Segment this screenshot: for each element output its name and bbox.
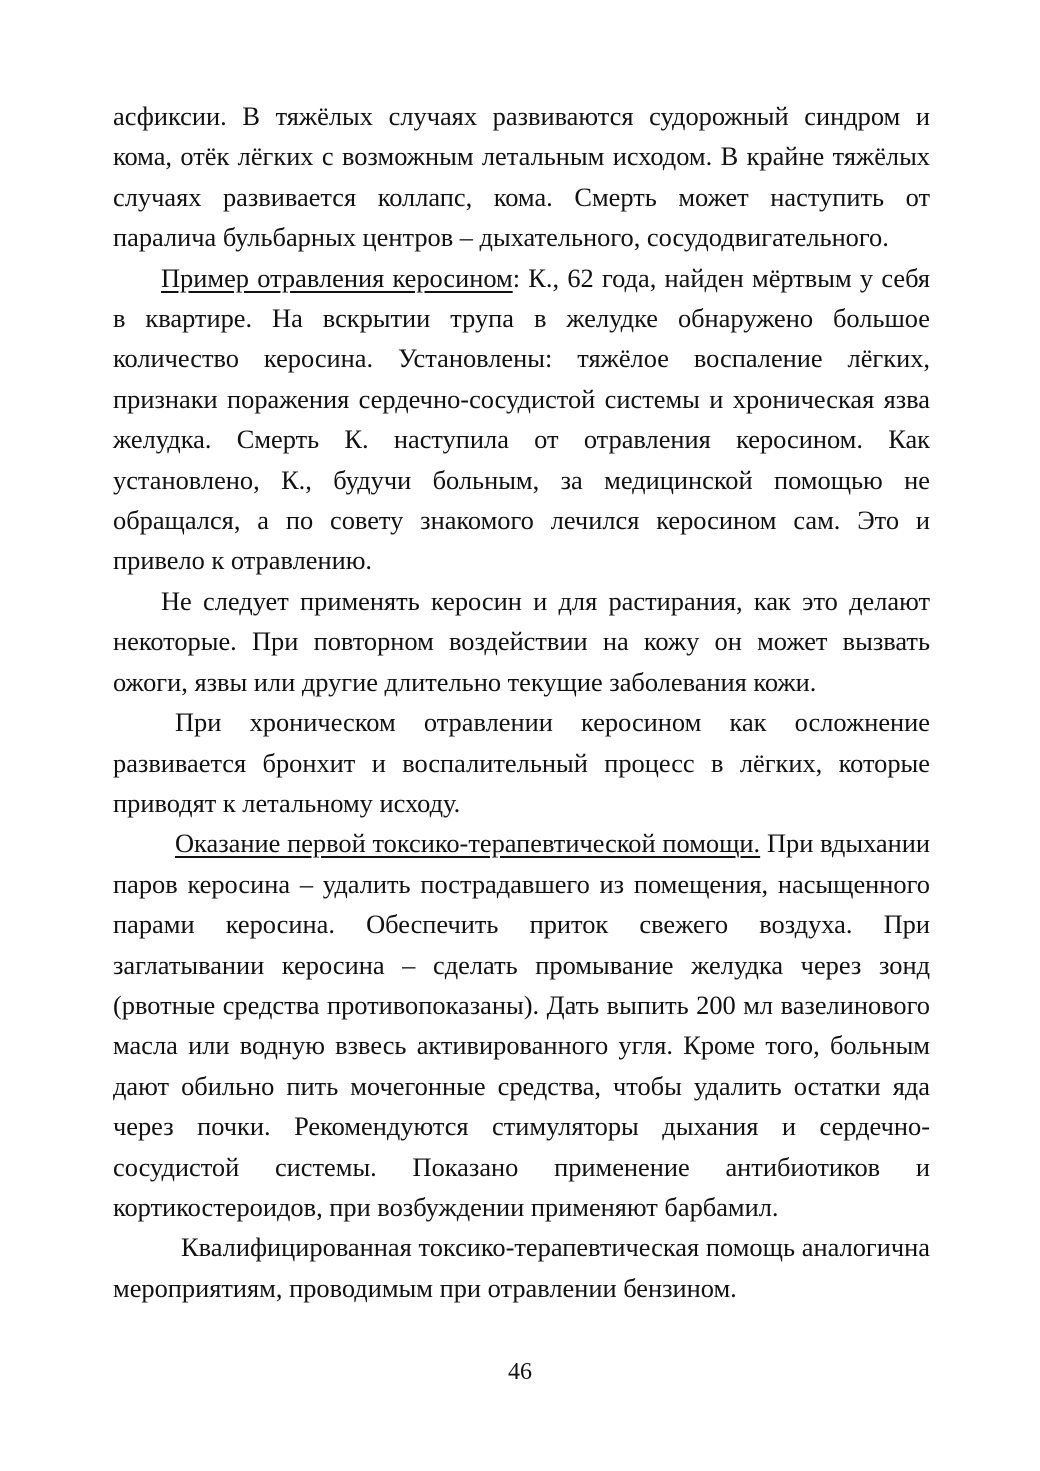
paragraph-text: асфиксии. В тяжёлых случаях развиваются судорожный синдром и кома, отёк лёгких с возможным летальным исходом. В крайне тяжёлых случаях развивается коллапс, кома. Смерть может наступить от паралича бульбарных центров – дыхательного, сосудодвигательного. — [113, 101, 930, 253]
paragraph-text: При вдыхании паров керосина – удалить пострадавшего из помещения, насыщенного парами керосина. Обеспечить приток свежего воздуха. При заглатывании керосина – сделать промывание желудка через зонд (рвотные средства противопоказаны). Дать выпить 200 мл вазелинового масла или водную взвесь активированного угля. Кроме того, больным дают обильно пить мочегонные средства, чтобы удалить остатки яда через почки. Рекомендуются стимуляторы дыхания и сердечно-сосудистой системы. Показано применение антибиотиков и кортикостероидов, при возбуждении применяют барбамил. — [113, 828, 931, 1222]
section-heading-first-aid: Оказание первой токсико-терапевтической помощи. — [175, 828, 761, 859]
paragraph-asphyxia — [113, 96, 930, 258]
paragraph-text: При хроническом отравлении керосином как осложнение развивается бронхит и воспалительный процесс в лёгких, которые приводят к летальному исходу. — [113, 707, 930, 818]
paragraph-kerosene-example — [113, 258, 930, 581]
paragraph-text: Квалифицированная токсико-терапевтическая помощь аналогична мероприятиям, проводимым при отравлении бензином. — [113, 1232, 930, 1303]
section-heading-example: Пример отравления керосином — [161, 262, 513, 293]
document-page — [113, 96, 930, 1308]
paragraph-qualified-help — [113, 1227, 930, 1308]
paragraph-text: : К., 62 года, найден мёртвым у себя в квартире. На вскрытии трупа в желудке обнаружено большое количество керосина. Установлены: тяжёлое воспаление лёгких, признаки поражения сердечно-сосудистой системы и хроническая язва желудка. Смерть К. наступила от отравления керосином. Как установлено, К., будучи больным, за медицинской помощью не обращался, а по совету знакомого лечился керосином сам. Это и привело к отравлению. — [113, 262, 931, 576]
paragraph-first-aid — [113, 823, 930, 1227]
page-number: 46 — [508, 1359, 532, 1385]
paragraph-chronic-poisoning — [113, 702, 930, 823]
paragraph-rubbing-warning — [113, 581, 930, 702]
paragraph-text: Не следует применять керосин и для растирания, как это делают некоторые. При повторном воздействии на кожу он может вызвать ожоги, язвы или другие длительно текущие заболевания кожи. — [113, 585, 930, 697]
